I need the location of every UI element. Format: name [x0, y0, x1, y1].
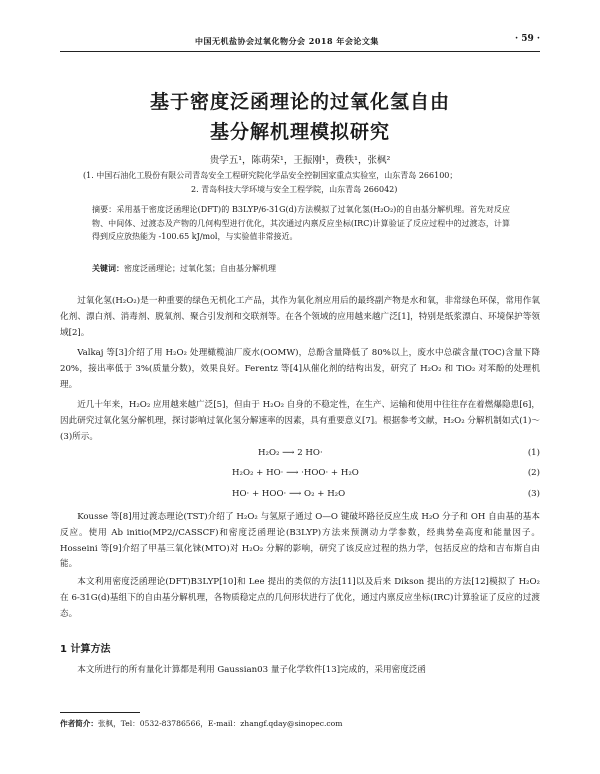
author-footnote	[60, 718, 342, 729]
equation-2: H₂O₂ + HO· ⟶ ·HOO· + H₂O	[232, 468, 359, 478]
footnote-divider	[60, 712, 140, 713]
equation-1: H₂O₂ ⟶ 2 HO·	[258, 448, 323, 458]
affiliation-1: (1. 中国石油化工股份有限公司青岛安全工程研究院化学品安全控制国家重点实验室，山东青岛 266100；	[83, 171, 458, 180]
paragraph-valkaj: Valkaj 等[3]介绍了用 H₂O₂ 处理橄榄油厂废水(OOMW)，总酚含量降低了 80%以上，废水中总碳含量(TOC)含量下降 20%，接出率低于 3%(质量分数)，效果良好。Ferentz 等[4]从催化剂的结构出发，研究了 H₂O₂ 和 TiO₂ 对苯酚的处理机理。	[60, 348, 540, 390]
header-divider	[60, 51, 540, 52]
page-number: · 59 ·	[514, 34, 540, 44]
paragraph-this-work: 本文利用密度泛函理论(DFT)B3LYP[10]和 Lee 提出的类似的方法[11]以及后来 Dikson 提出的方法[12]模拟了 H₂O₂ 在 6-31G(d)基组下的自由基分解机理，各物质稳定点的几何形状进行了优化，通过内禀反应坐标(IRC)计算验证了反应的过渡态。	[60, 577, 540, 619]
paragraph-intro: 过氧化氢(H₂O₂)是一种重要的绿色无机化工产品，其作为氧化剂应用后的最终副产物是水和氧，非常绿色环保，常用作氧化剂、漂白剂、消毒剂、脱氧剂、聚合引发剂和交联剂等。在各个领域的应用越来越广泛[1]，特别是纸浆漂白、环境保护等领域[2]。	[60, 296, 540, 338]
equation-2-number: (2)	[527, 468, 540, 478]
keywords	[92, 263, 510, 274]
equation-3-number: (3)	[527, 489, 540, 499]
journal-name: 中国无机盐协会过氧化物分会 2018 年会论文集	[195, 36, 379, 46]
keywords-label: 关键词：	[92, 263, 124, 273]
running-header	[60, 34, 540, 48]
title-line-2: 基分解机理模拟研究	[209, 121, 390, 143]
equation-1-number: (1)	[527, 448, 540, 458]
affiliation-2: 2. 青岛科技大学环境与安全工程学院，山东青岛 266042)	[191, 185, 398, 194]
paragraph-kousse: Kousse 等[8]用过渡态理论(TST)介绍了 H₂O₂ 与氢原子通过 O—O 键破坏路径反应生成 H₂O 分子和 OH 自由基的基本反应。使用 Ab initio(MP2//CASSCF)和密度泛函理论(B3LYP)方法来预测动力学参数，经典势垒高度和能量因子。Hosseini 等[9]介绍了甲基三氧化铼(MTO)对 H₂O₂ 分解的影响，研究了该反应过程的热力学，包括反应的焓和吉布斯自由能。	[60, 512, 540, 570]
abstract: 摘要：采用基于密度泛函理论(DFT)的 B3LYP/6-31G(d)方法模拟了过氧化氢(H₂O₂)的自由基分解机理。首先对反应物、中间体、过渡态及产物的几何构型进行优化，其次通过内禀反应坐标(IRC)计算验证了反应过程中的过渡态，计算得到反应放热能为 -100.65 kJ/mol，与实验值非常接近。	[92, 205, 510, 241]
paragraph-methods: 本文所进行的所有量化计算都是利用 Gaussian03 量子化学软件[13]完成的，采用密度泛函	[77, 665, 426, 675]
section-heading-methods: 1 计算方法	[60, 644, 111, 655]
footnote-label: 作者简介：	[60, 719, 98, 728]
authors: 贵学五¹，陈萌荣¹，王振刚¹，费秩¹，张枫²	[209, 155, 391, 166]
paragraph-background: 近几十年来，H₂O₂ 应用越来越广泛[5]，但由于 H₂O₂ 自身的不稳定性，在生产、运输和使用中往往存在着燃爆隐患[6]，因此研究过氧化氢分解机理，探讨影响过氧化氢分解速率的因素，具有重要意义[7]。根据参考文献，H₂O₂ 分解机制如式(1)～(3)所示。	[60, 400, 540, 442]
footnote-text: 张枫，Tel：0532-83786566，E-mail：zhangf.qday@sinopec.com	[97, 719, 343, 728]
equation-3: HO· + HOO· ⟶ O₂ + H₂O	[232, 489, 346, 499]
keywords-text: 密度泛函理论；过氧化氢；自由基分解机理	[124, 264, 276, 273]
title-line-1: 基于密度泛函理论的过氧化氢自由	[149, 91, 450, 113]
